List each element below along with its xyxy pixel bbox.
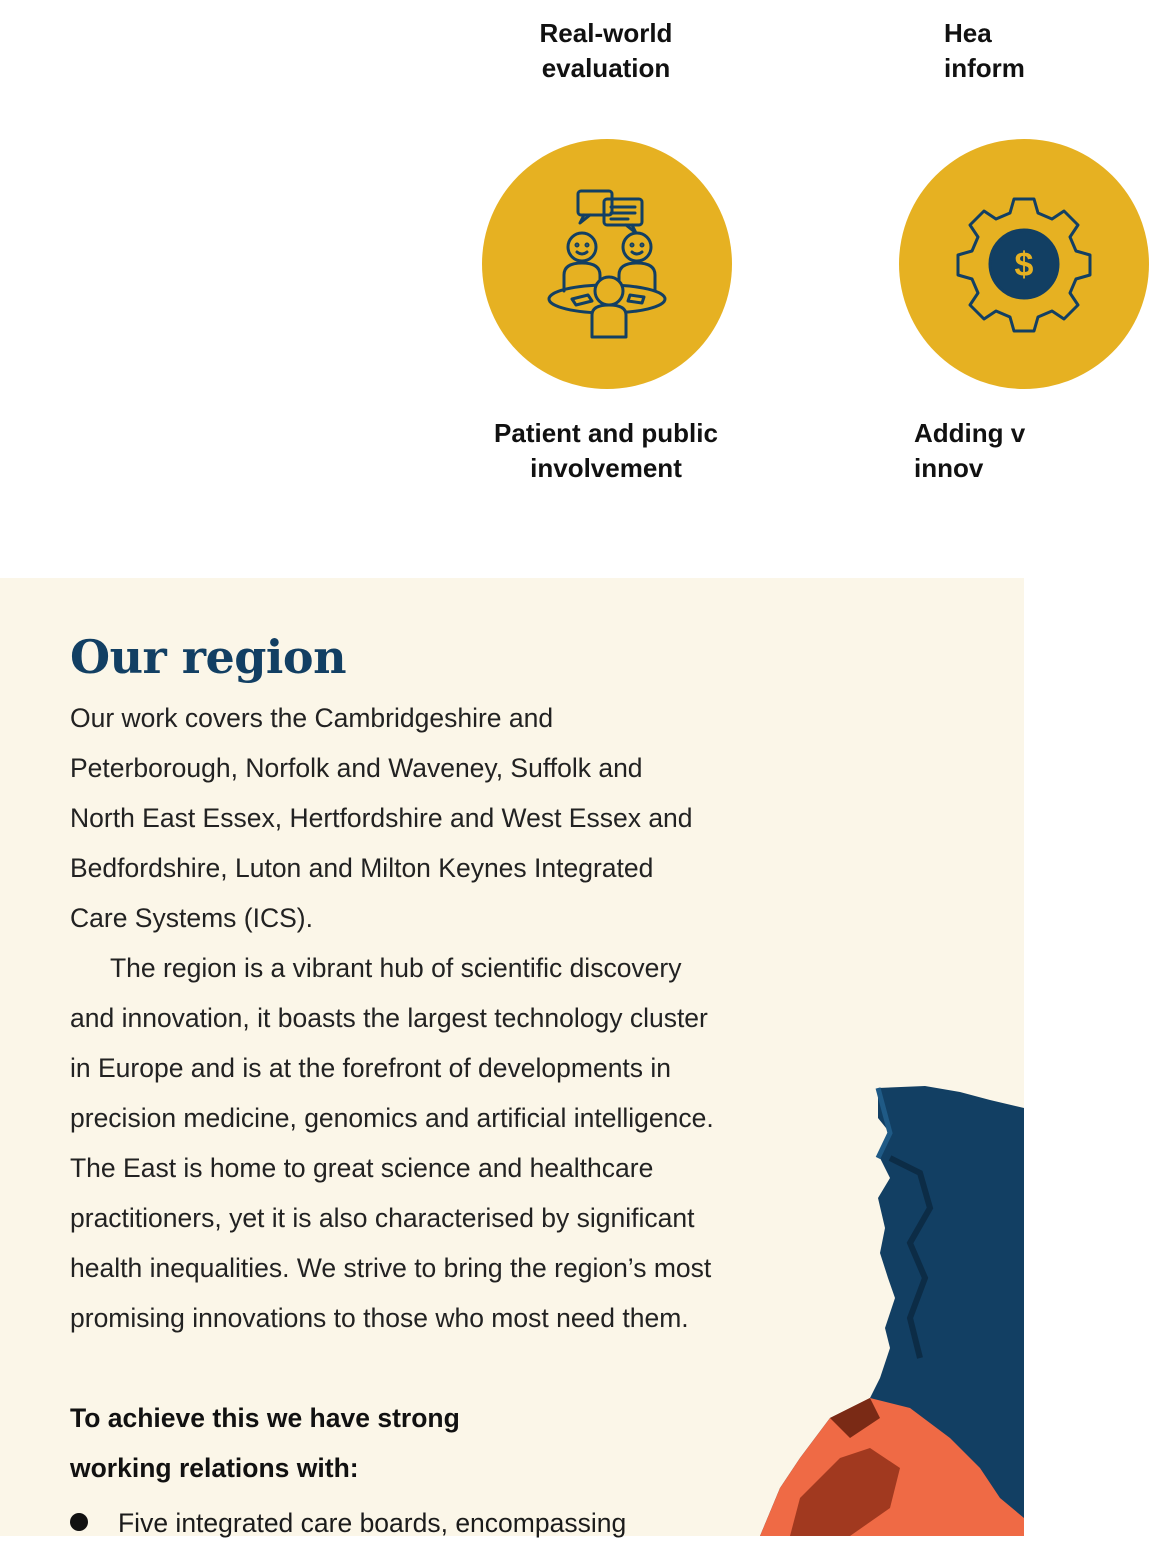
text-line: The region is a vibrant hub of scientific discovery bbox=[110, 953, 682, 983]
region-map-illustration bbox=[760, 1078, 1024, 1536]
page-title: Our region bbox=[70, 630, 347, 684]
gear-money-icon bbox=[899, 139, 1149, 389]
text-line: Peterborough, Norfolk and Waveney, Suffolk and bbox=[70, 753, 643, 783]
text-line: promising innovations to those who most need them. bbox=[70, 1303, 689, 1333]
text-line: Bedfordshire, Luton and Milton Keynes Integrated bbox=[70, 853, 654, 883]
caption-adding-value: Adding v innov bbox=[914, 418, 1026, 483]
working-relations-heading bbox=[70, 1393, 780, 1493]
region-paragraph-1 bbox=[70, 693, 780, 943]
text-line: North East Essex, Hertfordshire and West Essex and bbox=[70, 803, 693, 833]
list-item bbox=[70, 1498, 626, 1548]
caption-real-world-evaluation: Real-world evaluation bbox=[539, 18, 673, 83]
region-paragraph-2 bbox=[70, 943, 780, 1343]
text-line: health inequalities. We strive to bring the region’s most bbox=[70, 1253, 712, 1283]
text-line: working relations with: bbox=[70, 1453, 359, 1483]
text-line: in Europe and is at the forefront of developments in bbox=[70, 1053, 672, 1083]
text-line: To achieve this we have strong bbox=[70, 1403, 460, 1433]
list-item-text: Five integrated care boards, encompassing bbox=[118, 1508, 627, 1538]
bullet-icon bbox=[70, 1513, 88, 1531]
text-line: precision medicine, genomics and artificial intelligence. bbox=[70, 1103, 714, 1133]
text-line: Our work covers the Cambridgeshire and bbox=[70, 703, 554, 733]
services-section bbox=[0, 0, 1034, 578]
adding-value-circle bbox=[899, 139, 1149, 389]
meeting-people-icon bbox=[482, 139, 732, 389]
text-line: and innovation, it boasts the largest technology cluster bbox=[70, 1003, 708, 1033]
patient-involvement-circle bbox=[482, 139, 732, 389]
caption-health-information: Hea inform bbox=[944, 18, 1025, 83]
our-region-section bbox=[0, 578, 1024, 1536]
caption-patient-public-involvement: Patient and public involvement bbox=[494, 418, 718, 483]
svg-text:$: $ bbox=[1014, 246, 1034, 284]
text-line: practitioners, yet it is also characterised by significant bbox=[70, 1203, 695, 1233]
text-line: The East is home to great science and healthcare bbox=[70, 1153, 654, 1183]
text-line: Care Systems (ICS). bbox=[70, 903, 313, 933]
